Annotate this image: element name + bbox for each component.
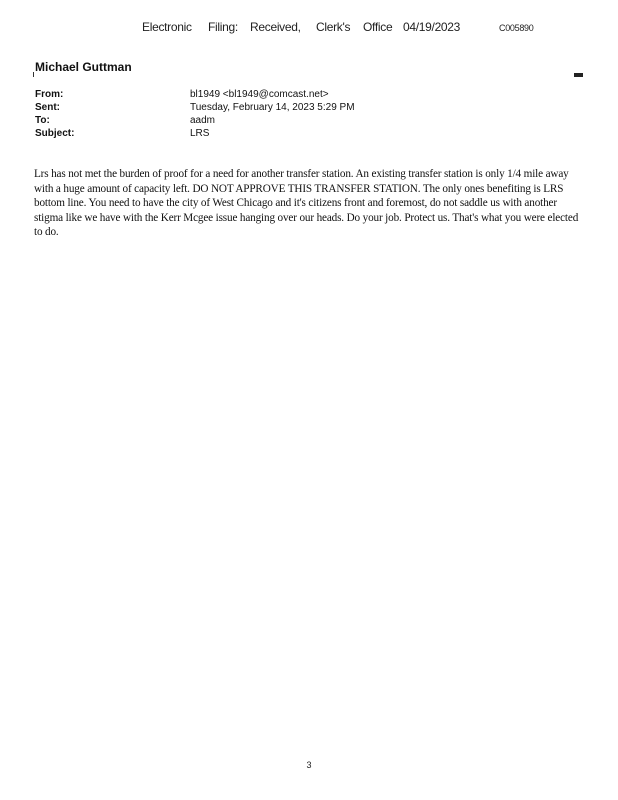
filing-stamp-word: Filing: xyxy=(208,20,238,34)
header-from-value: bl1949 <bl1949@comcast.net> xyxy=(190,89,329,100)
filing-stamp-date: 04/19/2023 xyxy=(403,20,461,34)
header-subject-label: Subject: xyxy=(35,128,75,139)
header-sent-label: Sent: xyxy=(35,102,60,113)
filing-stamp-word: Clerk's xyxy=(316,20,351,34)
filing-stamp xyxy=(0,20,618,36)
filing-stamp-word: Electronic xyxy=(142,20,192,34)
header-to-value: aadm xyxy=(190,115,216,126)
header-subject-value: LRS xyxy=(190,128,210,139)
filing-stamp-document-id: C005890 xyxy=(499,23,534,33)
header-to-label: To: xyxy=(35,115,50,126)
page-number: 3 xyxy=(306,760,312,770)
filing-stamp-word: Received, xyxy=(250,20,301,34)
filing-stamp-word: Office xyxy=(363,20,393,34)
scan-tick-mark xyxy=(33,72,34,77)
scan-dash-mark xyxy=(574,73,583,77)
sender-name: Michael Guttman xyxy=(35,60,132,74)
email-body: Lrs has not met the burden of proof for a need for another transfer station. An existing transfer station is only 1/4 mile away with a huge amount of capacity left. DO NOT APPROVE THIS TRANSFER STATION. The only ones benefiting is LRS bottom line. You need to have the city of West Chicago and it's citizens front and foremost, do not saddle us with another stigma like we have with the Kerr Mcgee issue hanging over our heads. Do your job. Protect us. That's what you were elected to do. xyxy=(34,168,579,238)
header-from-label: From: xyxy=(35,89,64,100)
header-sent-value: Tuesday, February 14, 2023 5:29 PM xyxy=(190,102,355,113)
